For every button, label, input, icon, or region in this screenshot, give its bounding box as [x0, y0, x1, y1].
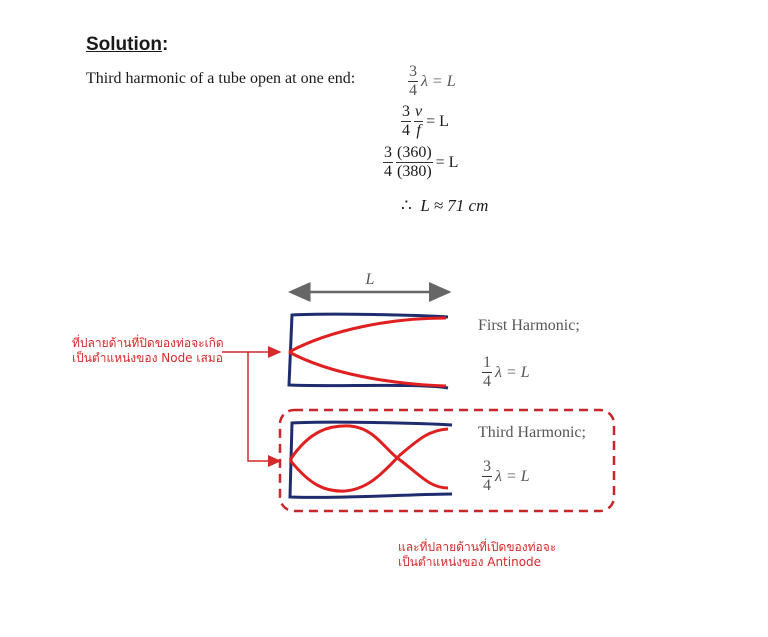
frac-den: (380) — [397, 163, 432, 180]
frac-den: 4 — [409, 82, 417, 99]
frac-num: 1 — [483, 354, 491, 371]
frac-den: 4 — [384, 163, 392, 180]
wave-third-lower — [290, 429, 448, 491]
bracket-arrow-lower — [222, 352, 280, 461]
third-harmonic-rhs: λ = L — [495, 467, 530, 485]
first-harmonic-label: First Harmonic; — [478, 317, 580, 334]
frac-den: 4 — [402, 122, 410, 139]
note-line: และที่ปลายด้านที่เปิดของท่อจะ — [398, 540, 557, 554]
frac-num: 3 — [483, 458, 491, 475]
frac-den: 4 — [483, 373, 491, 390]
fraction-1-4 — [482, 355, 492, 390]
first-harmonic-rhs: λ = L — [495, 363, 530, 381]
frac-num: v — [415, 103, 423, 120]
frac-den: f — [416, 122, 421, 139]
wave-first-upper — [289, 318, 446, 352]
open-end-antinode-note — [398, 540, 556, 570]
note-line: เป็นตำแหน่งของ Antinode — [398, 555, 542, 569]
solution-colon: : — [161, 34, 169, 55]
result-text: L ≈ 71 cm — [420, 196, 489, 215]
wave-first-lower — [289, 352, 446, 386]
first-harmonic-equation — [482, 355, 530, 390]
problem-statement: Third harmonic of a tube open at one end: — [86, 70, 356, 87]
therefore-symbol: ∴ — [401, 196, 412, 215]
note-line: ที่ปลายด้านที่ปิดของท่อจะเกิด — [72, 336, 224, 350]
eq1-rhs: λ = L — [421, 72, 456, 90]
frac-den: 4 — [483, 477, 491, 494]
eq2-rhs: = L — [426, 112, 449, 130]
third-harmonic-equation — [482, 459, 530, 494]
fraction-3-4 — [482, 459, 492, 494]
third-harmonic-label: Third Harmonic; — [478, 424, 586, 441]
length-label: L — [365, 271, 375, 288]
frac-num: 3 — [384, 144, 392, 161]
note-line: เป็นตำแหน่งของ Node เสมอ — [72, 351, 223, 365]
frac-num: (360) — [397, 144, 432, 161]
frac-num: 3 — [409, 63, 417, 80]
closed-end-node-note — [72, 336, 224, 366]
frac-num: 3 — [402, 103, 410, 120]
solution-title-text: Solution — [86, 34, 162, 55]
eq3-rhs: = L — [435, 153, 459, 171]
